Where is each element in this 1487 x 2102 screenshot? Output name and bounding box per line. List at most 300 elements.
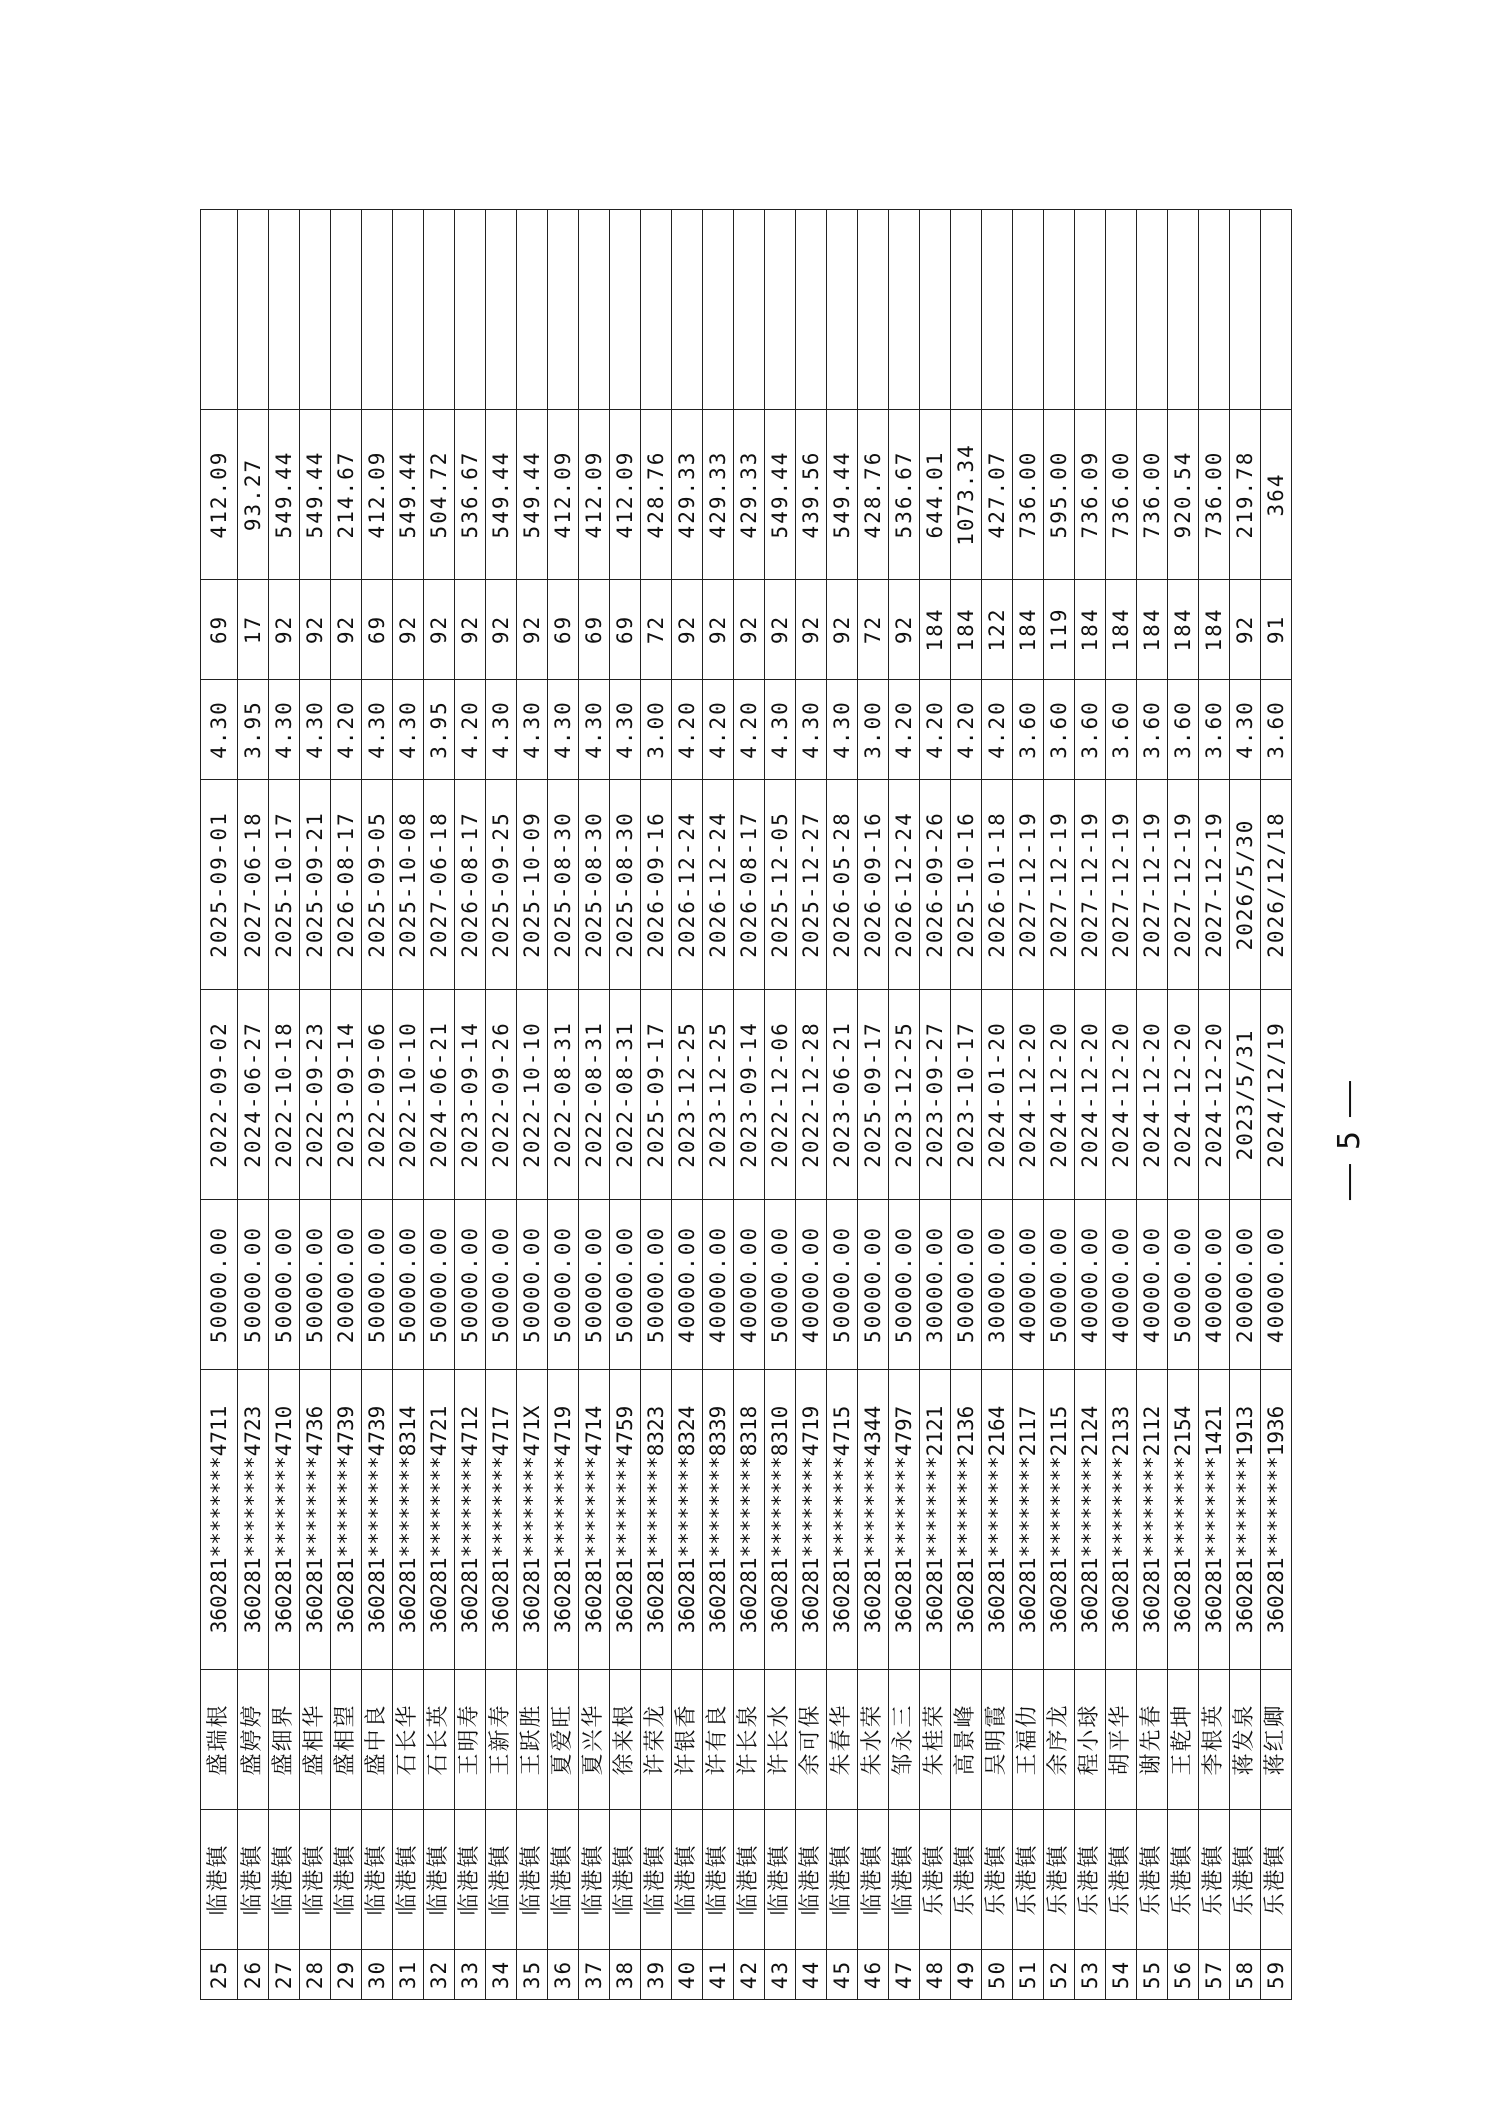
id-number-cell: 360281********471X [517,1370,548,1670]
interest-amount-cell: 549.44 [827,410,858,580]
days-cell: 184 [1168,580,1199,680]
interest-rate-cell: 4.30 [827,680,858,780]
start-date-cell: 2022-09-26 [486,990,517,1200]
days-cell: 72 [641,580,672,680]
id-number-cell: 360281********4736 [300,1370,331,1670]
id-number-cell: 360281********8339 [703,1370,734,1670]
id-number-cell: 360281********1936 [1261,1370,1292,1670]
town-cell: 乐港镇 [1044,1810,1075,1950]
loan-amount-cell: 50000.00 [1044,1200,1075,1370]
start-date-cell: 2024-12-20 [1044,990,1075,1200]
remark-cell [951,210,982,410]
name-cell: 石长英 [424,1670,455,1810]
interest-amount-cell: 1073.34 [951,410,982,580]
remark-cell [548,210,579,410]
start-date-cell: 2024-01-20 [982,990,1013,1200]
row-number-cell: 55 [1137,1950,1168,2000]
remark-cell [765,210,796,410]
loan-amount-cell: 50000.00 [579,1200,610,1370]
remark-cell [920,210,951,410]
id-number-cell: 360281********4719 [796,1370,827,1670]
end-date-cell: 2025-09-01 [201,780,238,990]
interest-amount-cell: 439.56 [796,410,827,580]
table-row [362,210,393,2000]
interest-rate-cell: 3.95 [424,680,455,780]
days-cell: 92 [517,580,548,680]
days-cell: 92 [486,580,517,680]
town-cell: 乐港镇 [1199,1810,1230,1950]
interest-amount-cell: 412.09 [362,410,393,580]
interest-rate-cell: 4.20 [672,680,703,780]
loan-amount-cell: 50000.00 [486,1200,517,1370]
days-cell: 92 [889,580,920,680]
loan-amount-cell: 50000.00 [238,1200,269,1370]
town-cell: 临港镇 [858,1810,889,1950]
town-cell: 乐港镇 [951,1810,982,1950]
end-date-cell: 2027-12-19 [1013,780,1044,990]
name-cell: 夏兴华 [579,1670,610,1810]
interest-rate-cell: 4.30 [579,680,610,780]
interest-rate-cell: 3.00 [641,680,672,780]
days-cell: 69 [610,580,641,680]
table-row [1106,210,1137,2000]
row-number-cell: 38 [610,1950,641,2000]
end-date-cell: 2025-08-30 [579,780,610,990]
end-date-cell: 2027-12-19 [1106,780,1137,990]
start-date-cell: 2023/5/31 [1230,990,1261,1200]
loan-amount-cell: 50000.00 [548,1200,579,1370]
interest-rate-cell: 4.20 [889,680,920,780]
table-row [796,210,827,2000]
id-number-cell: 360281********2121 [920,1370,951,1670]
row-number-cell: 47 [889,1950,920,2000]
town-cell: 临港镇 [238,1810,269,1950]
name-cell: 王乾坤 [1168,1670,1199,1810]
end-date-cell: 2026/12/18 [1261,780,1292,990]
remark-cell [1075,210,1106,410]
row-number-cell: 51 [1013,1950,1044,2000]
start-date-cell: 2023-12-25 [672,990,703,1200]
loan-amount-cell: 20000.00 [331,1200,362,1370]
remark-cell [1230,210,1261,410]
table-row [765,210,796,2000]
end-date-cell: 2025-08-30 [610,780,641,990]
town-cell: 乐港镇 [1261,1810,1292,1950]
loan-amount-cell: 50000.00 [858,1200,889,1370]
interest-rate-cell: 4.30 [201,680,238,780]
days-cell: 69 [362,580,393,680]
row-number-cell: 58 [1230,1950,1261,2000]
row-number-cell: 42 [734,1950,765,2000]
start-date-cell: 2025-09-17 [641,990,672,1200]
days-cell: 184 [951,580,982,680]
remark-cell [455,210,486,410]
table-row [1168,210,1199,2000]
table-row [331,210,362,2000]
page-number-dash-right [1349,1080,1351,1116]
name-cell: 盛细界 [269,1670,300,1810]
days-cell: 92 [703,580,734,680]
town-cell: 临港镇 [827,1810,858,1950]
interest-amount-cell: 427.07 [982,410,1013,580]
name-cell: 余序龙 [1044,1670,1075,1810]
id-number-cell: 360281********4710 [269,1370,300,1670]
interest-rate-cell: 4.20 [331,680,362,780]
loan-amount-cell: 50000.00 [201,1200,238,1370]
id-number-cell: 360281********2117 [1013,1370,1044,1670]
interest-amount-cell: 364 [1261,410,1292,580]
end-date-cell: 2025-10-17 [269,780,300,990]
table-row [238,210,269,2000]
end-date-cell: 2025-10-09 [517,780,548,990]
days-cell: 184 [1075,580,1106,680]
id-number-cell: 360281********4711 [201,1370,238,1670]
row-number-cell: 54 [1106,1950,1137,2000]
table-row [1230,210,1261,2000]
name-cell: 朱春华 [827,1670,858,1810]
row-number-cell: 43 [765,1950,796,2000]
interest-amount-cell: 219.78 [1230,410,1261,580]
interest-rate-cell: 4.20 [455,680,486,780]
id-number-cell: 360281********4344 [858,1370,889,1670]
interest-amount-cell: 93.27 [238,410,269,580]
interest-rate-cell: 4.30 [548,680,579,780]
remark-cell [703,210,734,410]
town-cell: 临港镇 [672,1810,703,1950]
town-cell: 临港镇 [362,1810,393,1950]
remark-cell [424,210,455,410]
start-date-cell: 2024-06-27 [238,990,269,1200]
end-date-cell: 2027-12-19 [1137,780,1168,990]
loan-amount-cell: 50000.00 [1168,1200,1199,1370]
table-row [579,210,610,2000]
remark-cell [517,210,548,410]
row-number-cell: 49 [951,1950,982,2000]
loan-amount-cell: 50000.00 [269,1200,300,1370]
name-cell: 许有良 [703,1670,734,1810]
interest-rate-cell: 4.30 [1230,680,1261,780]
end-date-cell: 2025-10-16 [951,780,982,990]
town-cell: 临港镇 [889,1810,920,1950]
interest-amount-cell: 412.09 [201,410,238,580]
town-cell: 临港镇 [201,1810,238,1950]
end-date-cell: 2025-12-27 [796,780,827,990]
interest-rate-cell: 4.30 [486,680,517,780]
start-date-cell: 2024-12-20 [1075,990,1106,1200]
end-date-cell: 2027-06-18 [238,780,269,990]
table-row [1013,210,1044,2000]
id-number-cell: 360281********4739 [331,1370,362,1670]
town-cell: 乐港镇 [1013,1810,1044,1950]
table-row [1044,210,1075,2000]
id-number-cell: 360281********8324 [672,1370,703,1670]
loan-amount-cell: 40000.00 [1013,1200,1044,1370]
interest-amount-cell: 549.44 [517,410,548,580]
days-cell: 69 [548,580,579,680]
loan-amount-cell: 50000.00 [610,1200,641,1370]
table-row [486,210,517,2000]
loan-amount-cell: 50000.00 [951,1200,982,1370]
name-cell: 朱水荣 [858,1670,889,1810]
start-date-cell: 2024-12-20 [1013,990,1044,1200]
days-cell: 122 [982,580,1013,680]
days-cell: 184 [1137,580,1168,680]
page-number-text: 5 [1332,1130,1368,1150]
end-date-cell: 2026-09-16 [641,780,672,990]
days-cell: 92 [796,580,827,680]
row-number-cell: 41 [703,1950,734,2000]
remark-cell [579,210,610,410]
loan-amount-cell: 40000.00 [703,1200,734,1370]
table-row [610,210,641,2000]
name-cell: 王跃胜 [517,1670,548,1810]
days-cell: 92 [424,580,455,680]
row-number-cell: 37 [579,1950,610,2000]
name-cell: 许荣龙 [641,1670,672,1810]
start-date-cell: 2023-12-25 [703,990,734,1200]
row-number-cell: 27 [269,1950,300,2000]
row-number-cell: 29 [331,1950,362,2000]
town-cell: 临港镇 [641,1810,672,1950]
table-row [889,210,920,2000]
interest-amount-cell: 736.09 [1075,410,1106,580]
name-cell: 朱桂荣 [920,1670,951,1810]
interest-amount-cell: 736.00 [1013,410,1044,580]
loan-amount-cell: 50000.00 [517,1200,548,1370]
row-number-cell: 52 [1044,1950,1075,2000]
interest-rate-cell: 4.20 [982,680,1013,780]
interest-amount-cell: 412.09 [548,410,579,580]
id-number-cell: 360281********8318 [734,1370,765,1670]
id-number-cell: 360281********4717 [486,1370,517,1670]
name-cell: 许长泉 [734,1670,765,1810]
name-cell: 夏爱旺 [548,1670,579,1810]
table-row [393,210,424,2000]
row-number-cell: 39 [641,1950,672,2000]
end-date-cell: 2026-09-16 [858,780,889,990]
interest-rate-cell: 3.60 [1168,680,1199,780]
end-date-cell: 2026-12-24 [703,780,734,990]
remark-cell [610,210,641,410]
remark-cell [393,210,424,410]
table-row [982,210,1013,2000]
town-cell: 临港镇 [455,1810,486,1950]
days-cell: 92 [1230,580,1261,680]
remark-cell [672,210,703,410]
interest-rate-cell: 3.60 [1261,680,1292,780]
remark-cell [1044,210,1075,410]
name-cell: 许银香 [672,1670,703,1810]
id-number-cell: 360281********2115 [1044,1370,1075,1670]
interest-rate-cell: 4.30 [517,680,548,780]
id-number-cell: 360281********2164 [982,1370,1013,1670]
interest-rate-cell: 3.60 [1044,680,1075,780]
start-date-cell: 2024-12-20 [1137,990,1168,1200]
id-number-cell: 360281********4739 [362,1370,393,1670]
loan-amount-cell: 50000.00 [362,1200,393,1370]
table-row [858,210,889,2000]
interest-rate-cell: 4.30 [610,680,641,780]
remark-cell [1106,210,1137,410]
days-cell: 92 [734,580,765,680]
subsidy-ledger-table [200,209,1292,2000]
loan-amount-cell: 50000.00 [300,1200,331,1370]
days-cell: 17 [238,580,269,680]
table-row [1261,210,1292,2000]
id-number-cell: 360281********4723 [238,1370,269,1670]
town-cell: 临港镇 [579,1810,610,1950]
name-cell: 胡平华 [1106,1670,1137,1810]
remark-cell [1137,210,1168,410]
row-number-cell: 59 [1261,1950,1292,2000]
end-date-cell: 2026-05-28 [827,780,858,990]
days-cell: 92 [393,580,424,680]
days-cell: 72 [858,580,889,680]
interest-amount-cell: 504.72 [424,410,455,580]
end-date-cell: 2026-12-24 [889,780,920,990]
loan-amount-cell: 20000.00 [1230,1200,1261,1370]
id-number-cell: 360281********1421 [1199,1370,1230,1670]
end-date-cell: 2025-09-05 [362,780,393,990]
remark-cell [1261,210,1292,410]
row-number-cell: 50 [982,1950,1013,2000]
interest-amount-cell: 536.67 [889,410,920,580]
remark-cell [641,210,672,410]
interest-amount-cell: 214.67 [331,410,362,580]
interest-amount-cell: 736.00 [1137,410,1168,580]
end-date-cell: 2027-12-19 [1075,780,1106,990]
name-cell: 李根英 [1199,1670,1230,1810]
start-date-cell: 2024/12/19 [1261,990,1292,1200]
page-number [1320,1000,1380,1280]
id-number-cell: 360281********8314 [393,1370,424,1670]
town-cell: 临港镇 [486,1810,517,1950]
name-cell: 盛相华 [300,1670,331,1810]
name-cell: 许长水 [765,1670,796,1810]
id-number-cell: 360281********4712 [455,1370,486,1670]
remark-cell [362,210,393,410]
table-row [703,210,734,2000]
end-date-cell: 2025-12-05 [765,780,796,990]
id-number-cell: 360281********4715 [827,1370,858,1670]
loan-amount-cell: 50000.00 [393,1200,424,1370]
town-cell: 临港镇 [765,1810,796,1950]
name-cell: 王福仂 [1013,1670,1044,1810]
start-date-cell: 2023-09-14 [734,990,765,1200]
start-date-cell: 2023-09-27 [920,990,951,1200]
remark-cell [796,210,827,410]
days-cell: 69 [201,580,238,680]
table-row [455,210,486,2000]
row-number-cell: 36 [548,1950,579,2000]
interest-amount-cell: 412.09 [610,410,641,580]
interest-amount-cell: 412.09 [579,410,610,580]
loan-amount-cell: 40000.00 [1199,1200,1230,1370]
remark-cell [201,210,238,410]
remark-cell [238,210,269,410]
days-cell: 92 [300,580,331,680]
end-date-cell: 2026-09-26 [920,780,951,990]
interest-rate-cell: 4.30 [300,680,331,780]
interest-rate-cell: 4.30 [393,680,424,780]
days-cell: 92 [269,580,300,680]
start-date-cell: 2022-08-31 [579,990,610,1200]
interest-amount-cell: 920.54 [1168,410,1199,580]
row-number-cell: 26 [238,1950,269,2000]
end-date-cell: 2026-08-17 [734,780,765,990]
days-cell: 119 [1044,580,1075,680]
row-number-cell: 25 [201,1950,238,2000]
start-date-cell: 2024-12-20 [1199,990,1230,1200]
id-number-cell: 360281********8323 [641,1370,672,1670]
start-date-cell: 2023-09-14 [455,990,486,1200]
name-cell: 谢先春 [1137,1670,1168,1810]
town-cell: 临港镇 [424,1810,455,1950]
days-cell: 184 [1106,580,1137,680]
interest-rate-cell: 3.60 [1199,680,1230,780]
start-date-cell: 2024-06-21 [424,990,455,1200]
name-cell: 王新寿 [486,1670,517,1810]
end-date-cell: 2026-08-17 [331,780,362,990]
end-date-cell: 2026/5/30 [1230,780,1261,990]
interest-amount-cell: 549.44 [393,410,424,580]
remark-cell [889,210,920,410]
id-number-cell: 360281********2133 [1106,1370,1137,1670]
town-cell: 临港镇 [548,1810,579,1950]
name-cell: 盛婷婷 [238,1670,269,1810]
interest-amount-cell: 429.33 [703,410,734,580]
end-date-cell: 2025-09-25 [486,780,517,990]
interest-rate-cell: 3.60 [1013,680,1044,780]
name-cell: 邹永三 [889,1670,920,1810]
row-number-cell: 32 [424,1950,455,2000]
days-cell: 69 [579,580,610,680]
loan-amount-cell: 50000.00 [641,1200,672,1370]
town-cell: 乐港镇 [1075,1810,1106,1950]
table-row [300,210,331,2000]
loan-amount-cell: 40000.00 [796,1200,827,1370]
end-date-cell: 2026-12-24 [672,780,703,990]
interest-amount-cell: 644.01 [920,410,951,580]
interest-amount-cell: 428.76 [858,410,889,580]
town-cell: 乐港镇 [920,1810,951,1950]
loan-amount-cell: 40000.00 [1106,1200,1137,1370]
table-row [641,210,672,2000]
interest-amount-cell: 536.67 [455,410,486,580]
id-number-cell: 360281********4797 [889,1370,920,1670]
remark-cell [1168,210,1199,410]
name-cell: 吴明霞 [982,1670,1013,1810]
remark-cell [300,210,331,410]
interest-rate-cell: 4.30 [765,680,796,780]
start-date-cell: 2022-08-31 [548,990,579,1200]
loan-amount-cell: 40000.00 [672,1200,703,1370]
table-row [827,210,858,2000]
days-cell: 91 [1261,580,1292,680]
table-row [1199,210,1230,2000]
town-cell: 临港镇 [610,1810,641,1950]
row-number-cell: 44 [796,1950,827,2000]
interest-amount-cell: 736.00 [1199,410,1230,580]
end-date-cell: 2025-08-30 [548,780,579,990]
town-cell: 临港镇 [269,1810,300,1950]
interest-rate-cell: 4.30 [269,680,300,780]
town-cell: 临港镇 [393,1810,424,1950]
end-date-cell: 2027-12-19 [1044,780,1075,990]
interest-rate-cell: 4.20 [734,680,765,780]
remark-cell [269,210,300,410]
loan-amount-cell: 40000.00 [734,1200,765,1370]
